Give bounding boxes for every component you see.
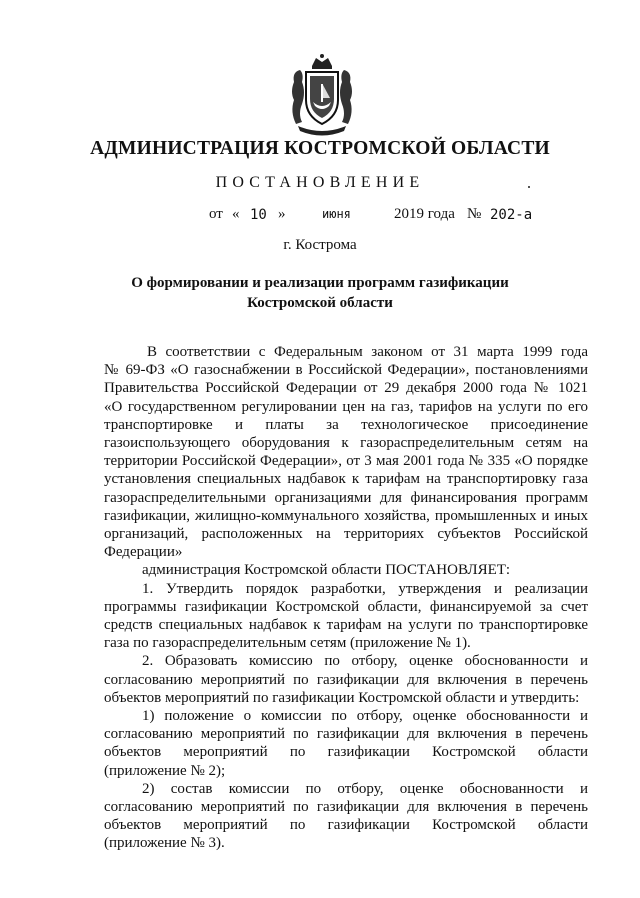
text-line: объектов мероприятий по газификации Костромской области [104,817,588,834]
text-line: газораспределительными организациями для финансирования программ [104,489,588,506]
text-line: организаций, расположенных на территориях субъектов Российской [104,526,588,543]
text-line: газоиспользующего оборудования к газораспределительным сетям на [104,435,588,452]
text-line: (приложение № 3). [104,835,225,852]
text-line: объектов мероприятий по газификации Костромской области и утвердить: [104,689,580,706]
date-close-quote: » [278,206,286,222]
paragraph-item-1 [104,580,588,653]
city: г. Кострома [283,237,357,253]
text-line: (приложение № 2); [104,762,226,779]
paragraph-preamble [104,343,588,561]
document-body [104,343,588,853]
text-line: 2. Образовать комиссию по отбору, оценке обоснованности и [142,653,588,670]
text-line: согласованию мероприятий по газификации для включения в перечень [104,799,588,816]
text-line: газа по газораспределительным сетям (приложение № 1). [104,635,471,652]
title-line: Костромской области [247,295,393,311]
text-line: Федерации» [104,544,183,561]
text-line: программы газификации Костромской области, финансируемой за счет [104,598,588,615]
date-year: 2019 года [394,206,455,222]
text-line: администрация Костромской области ПОСТАНОВЛЯЕТ: [142,562,511,579]
text-line: В соответствии с Федеральным законом от 31 марта 1999 года [147,344,588,360]
text-line: 2) состав комиссии по отбору, оценке обоснованности и [142,780,588,797]
text-line: газификации, жилищно-коммунального хозяйства, промышленных и иных [104,507,588,524]
text-line: «О государственном регулировании цен на газ, тарифов на услуги по его [104,398,588,415]
coat-of-arms-icon [290,52,354,136]
date-open-quote: « [232,206,240,222]
text-line: № 69-ФЗ «О газоснабжении в Российской Федерации», постановлениями [104,362,588,379]
text-line: территории Российской Федерации», от 3 мая 2001 года № 335 «О порядке [104,453,588,470]
paragraph-subitem-1 [104,707,588,780]
text-line: согласованию мероприятий по газификации для включения в перечень [104,726,588,743]
text-line: транспортировке и платы за технологическое присоединение [104,416,588,433]
text-line: объектов мероприятий по газификации Костромской области [104,744,588,761]
document-number: 202-а [490,207,533,223]
paragraph-resolves [104,561,588,579]
scan-mark [528,186,530,188]
text-line: Правительства Российской Федерации от 29 декабря 2000 года № 1021 [104,380,588,397]
text-line: 1) положение о комиссии по отбору, оценке обоснованности и [142,708,588,725]
text-line: установления специальных надбавок к тарифам на транспортировку газа [104,471,588,488]
title-line: О формировании и реализации программ газификации [131,275,509,291]
document-type: ПОСТАНОВЛЕНИЕ [215,174,425,191]
text-line: средств специальных надбавок к тарифам на услуги по транспортировке [104,617,588,634]
date-prefix: от [209,206,223,222]
text-line: согласованию мероприятий по газификации для включения в перечень [104,671,588,688]
text-line: 1. Утвердить порядок разработки, утверждения и реализации [142,580,588,597]
document-title [100,273,540,313]
date-month: июня [322,207,351,221]
date-day: 10 [250,207,267,223]
number-sign: № [467,206,482,222]
paragraph-item-2 [104,652,588,707]
paragraph-subitem-2 [104,780,588,853]
organization-name: АДМИНИСТРАЦИЯ КОСТРОМСКОЙ ОБЛАСТИ [90,138,550,159]
